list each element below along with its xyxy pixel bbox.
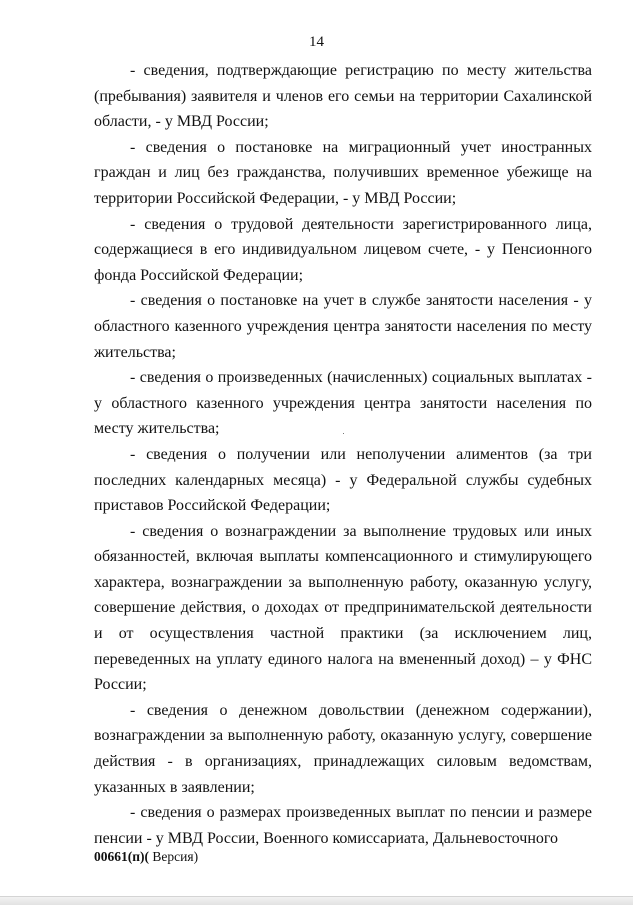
page-number: 14: [309, 34, 324, 50]
paragraph-alimony: - сведения о получении или неполучении алиментов (за три последних календарных месяца) - у Федеральной службы судебных приставов Российской Федерации;: [94, 445, 592, 515]
paragraph-allowance: - сведения о денежном довольствии (денежном содержании), вознаграждении за выполненную работу, оказанную услугу, совершение действия - в организациях, принадлежащих силовым ведомствам, указанных в заявлении;: [94, 701, 592, 796]
paragraph-remuneration: - сведения о вознаграждении за выполнение трудовых или иных обязанностей, включая выплаты компенсационного и стимулирующего характера, вознаграждении за выполненную работу, оказанную услугу, совершение действия, о доходах от предпринимательской деятельности и от осуществления частной практики (за исключением лиц, переведенных на уплату единого налога на вмененный доход) – у ФНС России;: [94, 522, 592, 694]
paragraph-labor: - сведения о трудовой деятельности зарегистрированного лица, содержащиеся в его индивидуальном лицевом счете, - у Пенсионного фонда Российской Федерации;: [94, 215, 592, 284]
paragraph-registration: - сведения, подтверждающие регистрацию по месту жительства (пребывания) заявителя и членов его семьи на территории Сахалинской области, - у МВД России;: [94, 62, 592, 131]
document-code: [94, 849, 198, 865]
paragraph-pension: - сведения о размерах произведенных выплат по пенсии и размере пенсии - у МВД России, Военного комиссариата, Дальневосточного: [94, 804, 592, 847]
document-version: Версия): [149, 849, 199, 864]
paragraph-migration: - сведения о постановке на миграционный учет иностранных граждан и лиц без гражданства, получивших временное убежище на территории Российской Федерации, - у МВД России;: [94, 138, 592, 207]
document-body: [94, 58, 592, 851]
paragraph-social-payments: - сведения о произведенных (начисленных) социальных выплатах - у областного казенного учреждения центра занятости населения по месту жительства;: [94, 369, 592, 438]
scan-speck: [343, 433, 344, 434]
paragraph-employment: - сведения о постановке на учет в службе занятости населения - у областного казенного учреждения центра занятости населения по месту жительства;: [94, 292, 592, 361]
document-code-number: 00661(п)(: [94, 849, 150, 864]
